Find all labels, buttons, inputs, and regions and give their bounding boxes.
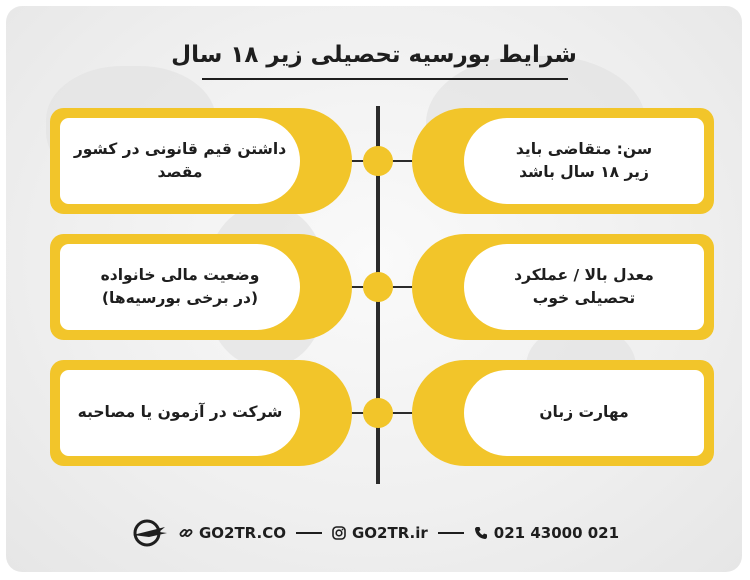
website-item[interactable] (179, 524, 286, 542)
instagram-icon (332, 526, 346, 540)
criteria-box-interview (50, 360, 352, 466)
timeline-dot (363, 398, 393, 428)
page-title: شرایط بورسیه تحصیلی زیر ۱۸ سال (171, 42, 577, 68)
timeline-dot (363, 272, 393, 302)
criteria-text: معدل بالا / عملکرد تحصیلی خوب (464, 244, 704, 330)
criteria-text: شرکت در آزمون یا مصاحبه (60, 370, 300, 456)
criteria-text: سن: متقاضی باید زیر ۱۸ سال باشد (464, 118, 704, 204)
instagram-text: GO2TR.ir (351, 524, 428, 542)
footer-separator (438, 532, 464, 534)
footer (6, 518, 742, 548)
criteria-box-gpa (412, 234, 714, 340)
infographic-card (6, 6, 742, 572)
criteria-text: مهارت زبان (464, 370, 704, 456)
footer-separator (296, 532, 322, 534)
criteria-text: داشتن قیم قانونی در کشور مقصد (60, 118, 300, 204)
title-underline (202, 78, 568, 80)
link-icon (179, 526, 193, 540)
criteria-box-finance (50, 234, 352, 340)
criteria-box-age (412, 108, 714, 214)
phone-item[interactable] (474, 524, 619, 542)
criteria-box-guardian (50, 108, 352, 214)
plane-logo-icon (129, 518, 169, 548)
criteria-text: وضعیت مالی خانواده (در برخی بورسیه‌ها) (60, 244, 300, 330)
website-text: GO2TR.CO (198, 524, 286, 542)
phone-icon (474, 526, 488, 540)
instagram-item[interactable] (332, 524, 428, 542)
criteria-box-language (412, 360, 714, 466)
timeline-dot (363, 146, 393, 176)
phone-text: 021 43000 021 (493, 524, 620, 542)
